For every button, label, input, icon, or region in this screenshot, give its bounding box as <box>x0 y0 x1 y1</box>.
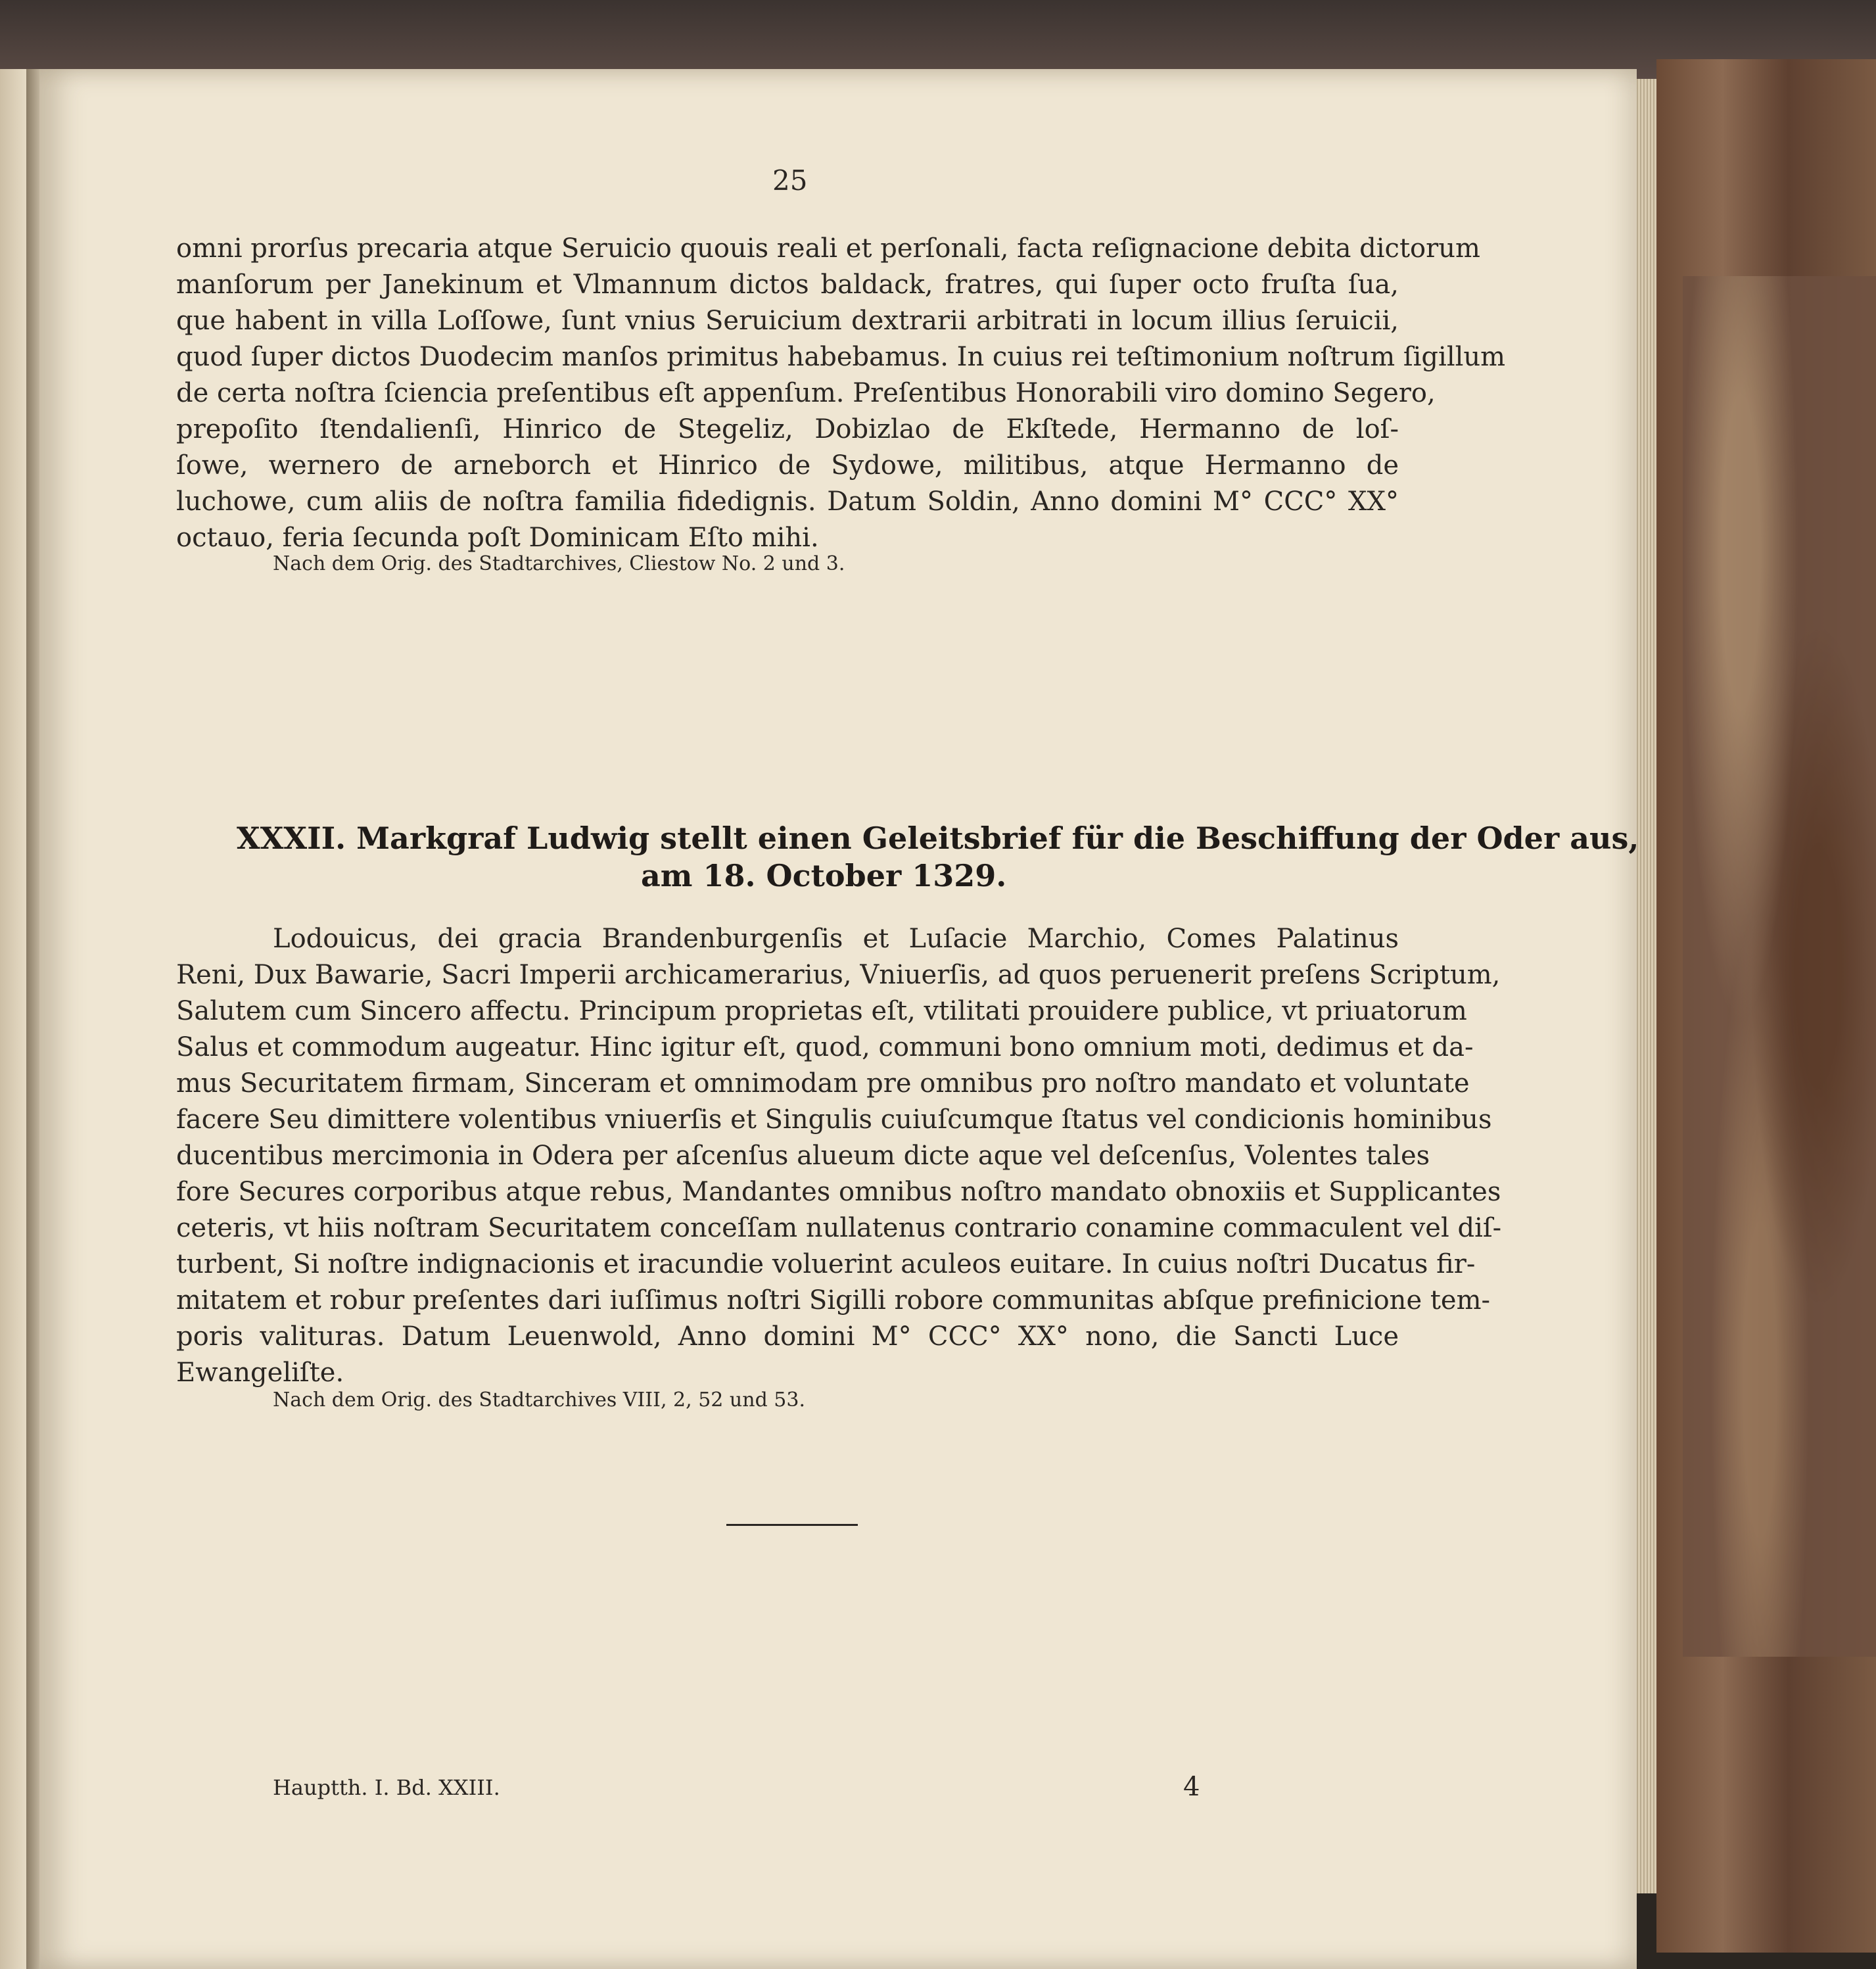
text-line: luchowe, cum aliis de noſtra familia fidedignis. Datum Soldin, Anno domini M° CCC° XX° <box>176 486 1399 517</box>
text-line: facere Seu dimittere volentibus vniuerſis et Singulis cuiuſcumque ſtatus vel condicionis hominibus <box>176 1104 1492 1135</box>
text-line: Lodouicus, dei gracia Brandenburgenſis et Luſacie Marchio, Comes Palatinus <box>273 924 1399 954</box>
text-line: ducentibus mercimonia in Odera per aſcenſus alueum dicte aque vel deſcenſus, Volentes tales <box>176 1141 1430 1171</box>
background-top <box>0 0 1876 79</box>
signature-mark: Hauptth. I. Bd. XXIII. <box>273 1775 500 1800</box>
source-note-2: Nach dem Orig. des Stadtarchives VIII, 2, 52 und 53. <box>273 1388 806 1412</box>
marbled-board <box>1683 276 1876 1657</box>
text-line: omni prorſus precaria atque Seruicio quouis reali et perſonali, facta reſignacione debita dictorum <box>176 233 1480 264</box>
text-line: mitatem et robur preſentes dari iuſſimus noſtri Sigilli robore communitas abſque prefinicione tem- <box>176 1285 1491 1316</box>
section-heading: XXXII. Markgraf Ludwig stellt einen Geleitsbrief für die Beschiffung der Oder aus, <box>237 820 1639 856</box>
text-line: turbent, Si noſtre indignacionis et iracundie voluerint aculeos euitare. In cuius noſtri Ducatus fir- <box>176 1249 1476 1279</box>
text-line: manſorum per Janekinum et Vlmannum dictos baldack, fratres, qui ſuper octo fruſta ſua, <box>176 270 1399 300</box>
source-note-1: Nach dem Orig. des Stadtarchives, Cliestow No. 2 und 3. <box>273 552 845 575</box>
divider-rule <box>726 1524 858 1526</box>
section-heading-date: am 18. October 1329. <box>641 858 1007 893</box>
text-line: prepoſito ſtendalienſi, Hinrico de Stegeliz, Dobizlao de Ekſtede, Hermanno de loſ- <box>176 414 1399 444</box>
text-line: Salutem cum Sincero affectu. Principum proprietas eſt, vtilitati prouidere publice, vt priuatorum <box>176 996 1467 1026</box>
gathering-number: 4 <box>1183 1772 1200 1802</box>
text-line: mus Securitatem firmam, Sinceram et omnimodam pre omnibus pro noſtro mandato et voluntate <box>176 1068 1470 1099</box>
text-line: Ewangeliſte. <box>176 1358 344 1388</box>
page-number: 25 <box>772 164 808 197</box>
text-line: Reni, Dux Bawarie, Sacri Imperii archicamerarius, Vniuerſis, ad quos peruenerit preſens Scriptum, <box>176 960 1501 990</box>
text-line: ceteris, vt hiis noſtram Securitatem conceſſam nullatenus contrario conamine commaculent vel diſ- <box>176 1213 1502 1243</box>
text-line: fore Secures corporibus atque rebus, Mandantes omnibus noſtro mandato obnoxiis et Supplicantes <box>176 1177 1501 1207</box>
text-line: Salus et commodum augeatur. Hinc igitur eſt, quod, communi bono omnium moti, dedimus et da- <box>176 1032 1474 1062</box>
text-line: ſowe, wernero de arneborch et Hinrico de Sydowe, militibus, atque Hermanno de <box>176 450 1399 481</box>
text-line: poris valituras. Datum Leuenwold, Anno domini M° CCC° XX° nono, die Sancti Luce <box>176 1321 1399 1352</box>
text-line: octauo, feria ſecunda poſt Dominicam Eſto mihi. <box>176 523 819 553</box>
text-line: quod ſuper dictos Duodecim manſos primitus habebamus. In cuius rei teſtimonium noſtrum ſigillum <box>176 342 1506 372</box>
text-line: que habent in villa Loſſowe, ſunt vnius Seruicium dextrarii arbitrati in locum illius ſeruicii, <box>176 306 1399 336</box>
left-page-edge <box>0 69 26 1969</box>
text-line: de certa noſtra ſciencia preſentibus eſt appenſum. Preſentibus Honorabili viro domino Segero, <box>176 378 1436 408</box>
